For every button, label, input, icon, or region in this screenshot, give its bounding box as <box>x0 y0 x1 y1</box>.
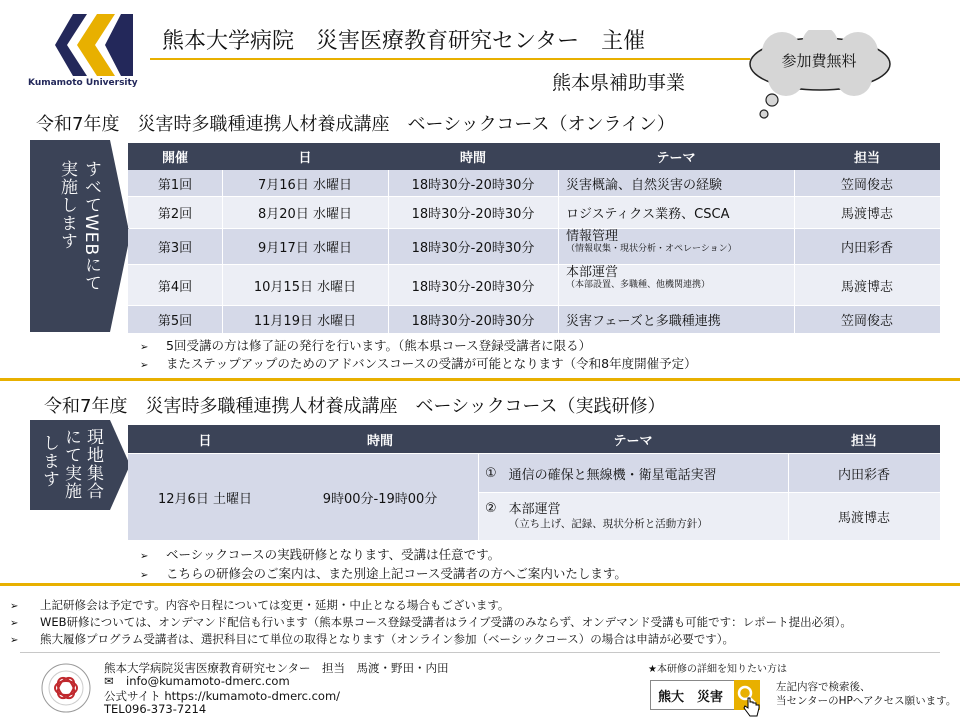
section-divider <box>0 378 960 381</box>
session-time: 18時30分-20時30分 <box>411 241 535 256</box>
search-note: ★本研修の詳細を知りたい方は <box>648 664 787 675</box>
header-date: 日 <box>198 433 212 449</box>
table-row <box>128 170 940 196</box>
arrow-bullet-icon: ➢ <box>140 551 149 562</box>
practical-theme <box>479 493 788 540</box>
header-theme: テーマ <box>656 151 696 166</box>
practical-side-text-1: 現地集合 <box>83 428 103 500</box>
theme-sub-text: （情報収集・現状分析・オペレーション） <box>566 244 737 254</box>
session-theme <box>558 229 794 264</box>
note-text: 熊大履修プログラム受講者は、選択科目にて単位の取得となります（オンライン参加（ベーシックコース）の場合は申請が必要です）。 <box>40 632 735 646</box>
arrow-bullet-icon: ➢ <box>140 342 149 353</box>
section-divider <box>0 583 960 586</box>
practical-course-title: 令和7年度 災害時多職種連携人材養成講座 ベーシックコース（実践研修） <box>44 396 666 417</box>
note-text: 上記研修会は予定です。内容や日程については変更・延期・中止となる場合もございます。 <box>40 598 510 612</box>
organizer-title: 熊本大学病院 災害医療教育研究センター 主催 <box>162 29 646 54</box>
session-lead: 笠岡俊志 <box>840 177 893 193</box>
session-theme: ロジスティクス業務、CSCA <box>566 207 730 222</box>
session-lead: 馬渡博志 <box>840 207 893 222</box>
practical-side-label <box>30 420 130 510</box>
online-side-label <box>30 140 130 332</box>
practical-table-header <box>128 425 940 453</box>
session-date: 8月20日 水曜日 <box>258 207 352 222</box>
logo-caption: Kumamoto University <box>28 78 138 88</box>
session-time: 18時30分-20時30分 <box>411 314 535 329</box>
note-text: こちらの研修会のご案内は、また別途上記コース受講者の方へご案内いたします。 <box>166 566 627 581</box>
theme-sub-text: （本部設置、多職種、他機関連携） <box>566 280 711 290</box>
arrow-bullet-icon: ➢ <box>140 360 149 371</box>
general-note-3 <box>10 631 734 647</box>
session-lead: 笠岡俊志 <box>840 314 893 329</box>
arrow-bullet-icon: ➢ <box>10 601 19 612</box>
session-date: 11月19日 水曜日 <box>253 314 357 329</box>
session-number: 第5回 <box>157 314 193 329</box>
search-desc-line-2: 当センターのHPへアクセス願います。 <box>776 695 957 707</box>
header-lead: 担当 <box>850 433 877 449</box>
contact-email[interactable]: info@kumamoto-dmerc.com <box>126 674 290 688</box>
note-text: 5回受講の方は修了証の発行を行います。（熊本県コース登録受講者に限る） <box>166 338 592 353</box>
session-time: 18時30分-20時30分 <box>411 207 535 222</box>
table-row <box>128 306 940 333</box>
center-seal-icon <box>40 662 92 714</box>
contact-office: 熊本大学病院災害医療教育研究センター 担当 馬渡・野田・内田 <box>104 661 449 675</box>
session-lead: 馬渡博志 <box>840 279 893 295</box>
online-side-text-2: 実施します <box>57 160 77 250</box>
speech-cloud-icon <box>742 30 896 126</box>
online-course-title: 令和7年度 災害時多職種連携人材養成講座 ベーシックコース（オンライン） <box>36 114 675 135</box>
table-row <box>128 229 940 264</box>
arrow-bullet-icon: ➢ <box>10 618 19 629</box>
theme-main-text: 情報管理 <box>566 229 619 244</box>
table-row <box>479 454 940 492</box>
header-date: 日 <box>298 151 312 166</box>
session-number: 第2回 <box>157 207 193 222</box>
session-date: 10月15日 水曜日 <box>253 279 357 295</box>
header-lead: 担当 <box>853 151 880 166</box>
session-lead: 内田彩香 <box>840 241 893 256</box>
online-note-2 <box>140 354 697 372</box>
item-number: ② <box>485 501 497 516</box>
title-underline <box>150 58 750 60</box>
envelope-icon: ✉ <box>104 674 114 688</box>
search-description <box>776 680 956 708</box>
subsidy-label: 熊本県補助事業 <box>552 72 686 94</box>
theme-main-text: 本部運営 <box>566 265 619 280</box>
practical-note-1 <box>140 545 500 563</box>
search-query: 熊大 災害 <box>658 690 724 705</box>
header-time: 時間 <box>459 151 486 166</box>
kumamoto-university-logo <box>55 14 133 76</box>
theme-main-text: 通信の確保と無線機・衛星電話実習 <box>508 467 717 483</box>
online-side-text-1: すべてWEBにて <box>81 160 101 293</box>
note-text: WEB研修については、オンデマンド配信も行います（熊本県コース登録受講者はライブ受講のみならず、オンデマンド受講も可能です：レポート提出必須）。 <box>40 615 852 629</box>
session-theme <box>558 265 794 305</box>
practical-lead: 馬渡博志 <box>837 511 890 526</box>
general-note-1 <box>10 597 509 613</box>
note-text: ベーシックコースの実践研修となります、受講は任意です。 <box>166 547 501 562</box>
header-session: 開催 <box>161 151 188 166</box>
session-date: 7月16日 水曜日 <box>258 177 352 193</box>
session-time: 18時30分-20時30分 <box>411 177 535 193</box>
arrow-bullet-icon: ➢ <box>10 635 19 646</box>
contact-email-line <box>104 674 290 688</box>
item-number: ① <box>485 465 497 481</box>
footer-divider <box>20 652 940 653</box>
cursor-hand-icon <box>742 696 760 718</box>
contact-tel: TEL096-373-7214 <box>104 702 207 716</box>
table-row <box>128 265 940 305</box>
contact-site[interactable]: 公式サイト https://kumamoto-dmerc.com/ <box>104 689 341 703</box>
theme-sub-text: （立ち上げ、記録、現状分析と活動方針） <box>508 518 708 530</box>
search-desc-line-1: 左記内容で検索後、 <box>776 681 871 693</box>
session-theme: 災害概論、自然災害の経験 <box>566 177 723 193</box>
session-theme: 災害フェーズと多職種連携 <box>566 314 721 329</box>
session-number: 第4回 <box>157 279 193 295</box>
session-number: 第3回 <box>157 241 193 256</box>
header-theme: テーマ <box>613 433 653 449</box>
practical-lead: 内田彩香 <box>837 467 890 483</box>
practical-side-text-2: にて実施 <box>61 428 81 500</box>
practical-theme <box>479 454 788 492</box>
session-time: 18時30分-20時30分 <box>411 279 535 295</box>
online-note-1 <box>140 336 591 354</box>
practical-note-2 <box>140 564 627 582</box>
session-number: 第1回 <box>157 177 193 193</box>
free-participation-badge: 参加費無料 <box>781 52 857 70</box>
session-date: 9月17日 水曜日 <box>258 241 352 256</box>
practical-side-text-3: します <box>39 434 59 488</box>
practical-table-body <box>128 454 940 540</box>
practical-time: 9時00分-19時00分 <box>322 491 438 507</box>
header-time: 時間 <box>366 433 393 449</box>
table-row <box>128 197 940 228</box>
arrow-bullet-icon: ➢ <box>140 570 149 581</box>
theme-main-text: 本部運営 <box>508 502 561 517</box>
general-note-2 <box>10 614 852 630</box>
table-row <box>479 493 940 540</box>
practical-date: 12月6日 土曜日 <box>158 491 252 507</box>
online-table-header <box>128 143 940 170</box>
note-text: またステップアップのためのアドバンスコースの受講が可能となります（令和8年度開催予定） <box>166 356 697 371</box>
